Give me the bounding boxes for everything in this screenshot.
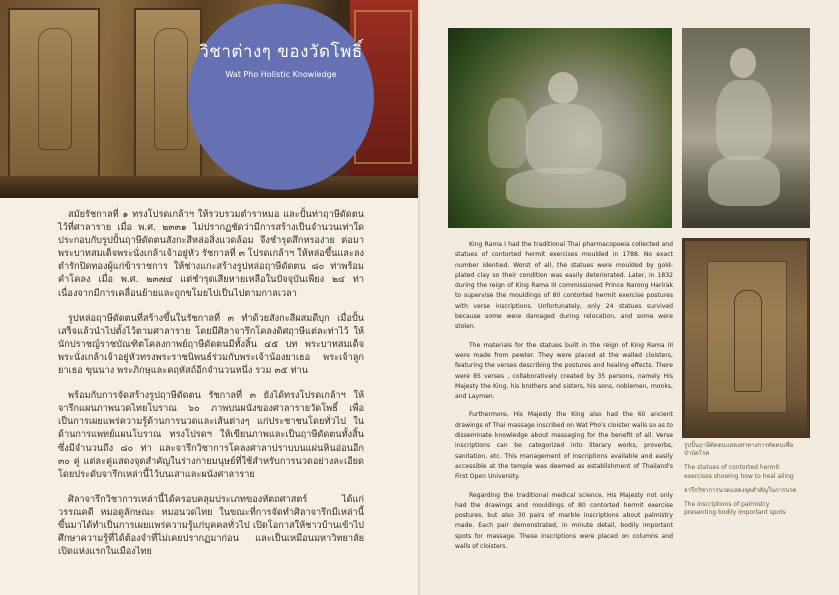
thai-paragraph: ศิลาจารึกวิชาการเหล่านี้ได้ครอบคลุมประเภทของหัตถศาสตร์ ได้แก่ วรรณคดี หมอดูลักษณะ หมอนวดไทย ในขณะที่การจัดทำศิลาจารึกมีเหล่านี้ขึ้นมาได้ทำเป็นการเผยแพร่ความรู้แก่บุคคลทั่วไป เปิดโอกาสให้ชาวบ้านเข้าไปศึกษาความรู้ที่ได้ต้องจำที่ไม่เคยปรากฏมาก่อน และเป็นเหมือนมหาวิทยาลัยเปิดแห่งแรกในเมืองไทย: [58, 493, 364, 558]
thai-paragraph: พร้อมกับการจัดสร้างรูปฤาษีดัดตน รัชกาลที่ ๓ ยังได้ทรงโปรดเกล้าฯ ให้จารึกแผนภาพนวดไทยโบราณ ๖๐ ภาพบนผนังของศาลารายวัดโพธิ์ เพื่อเป็นการเผยแพร่ความรู้ด้านการนวดและเส้นต่างๆ แก่ประชาชนโดยทั่วไป ในด้านการแพทย์แผนโบราณ ทรงโปรดฯ ให้เขียนภาพและเป็นฤาษีดัดตนทั้งสิ้นซึ่งมีจำนวนถึง ๘๐ ท่า และจารึกวิชาการโคลงศาลาปราบบนแผ่นหินอ่อนอีก ๓๐ คู่ แต่ละคู่แสดงจุดสำคัญในร่างกายมนุษย์ที่ใช้สำหรับการนวดอย่างละเอียด โดยประดับจารึกเหล่านี้ไว้บนเสาและผนังศาลาราย: [58, 390, 364, 480]
massage-points-figure: [734, 290, 762, 392]
english-paragraph: Regarding the traditional medical science, His Majesty not only had the drawings and mouldings of 80 contorted hermit exercise postures, but also 30 pairs of marble inscriptions about palmistry made. Each pair demonstrated, in minute detail, bodily important spots for massage. These inscriptions were placed on columns and walls of cloisters.: [455, 491, 673, 551]
title-badge: [188, 4, 374, 190]
thai-paragraph: สมัยรัชกาลที่ ๑ ทรงโปรดเกล้าฯ ให้รวบรวมตำราหมอ และปั้นท่าฤาษีดัดตนไว้ที่ศาลาราย เมื่อ พ.ศ. ๒๓๓๑ ไม่ปรากฏชัดว่ามีการสร้างเป็นจำนวนเท่าใด ประกอบกับรูปปั้นฤาษีดัดตนสังกะสีหล่อสิ่งแวดล้อม จึงชำรุดสึกหรอง่าย ต่อมาพระบาทสมเด็จพระนั่งเกล้าเจ้าอยู่หัว รัชกาลที่ ๓ โปรดเกล้าฯ ให้หล่อขึ้นและลงตำรักปิดทองผู้แก่ข้าราชการ ให้ช่างแกะสร้างรูปหล่อฤาษีดัดตน ๘๐ ท่าพร้อมคำโคลง เมื่อ พ.ศ. ๒๓๗๔ แต่ชำรุดเสียหายเหลือในปัจจุบันเพียง ๒๔ ท่า เนื่องจากมีการเคลื่อนย้ายและถูกขโมยไปเป็นไปตามกาลเวลา: [58, 209, 364, 299]
english-paragraph: Furthermore, His Majesty the King also had the 60 ancient drawings of Thai massage inscribed on Wat Pho's cloister walls so as to disseminate knowledge about massaging for the benefit of all. Verse inscriptions can be categorized into literary works, proverbs, sanitation, etc. This management of inscriptions available and easily accessible at the temple was deemed as establishment of Thailand's First Open University.: [455, 411, 673, 481]
hermit-statue-photo: [682, 28, 810, 228]
thai-paragraph: รูปหล่อฤาษีดัดตนที่สร้างขึ้นในรัชกาลที่ ๓ ทำด้วยสังกะสีผสมดีบุก เมื่อปั้นเสร็จแล้วนำไปตั้งไว้ตามศาลาราย โดยมีศิลาจารึกโคลงดิศฤาษีแต่ละท่าไว้ ให้นักปราชญ์ราชบัณฑิตโคลงกาพย์ฤาษีดัดตนมีทั้งสิ้น ๔๕ บท พระบาทสมเด็จพระนั่งเกล้าเจ้าอยู่หัวทรงพระราชนิพนธ์ร่วมกับพระเจ้าน้องยาเธอ พระเจ้าลูกยาเธอ ขุนนาง พระภิกษุและคฤหัสถ์อีกจำนวนหนึ่ง รวม ๓๕ ท่าน: [58, 312, 364, 377]
mural-panel: [8, 8, 100, 180]
english-body-text: [455, 240, 673, 560]
inscription-plaque-photo: [682, 238, 810, 438]
statue-torso: [526, 104, 602, 174]
caption-english: The inscriptions of palmistry presenting bodily important spots: [684, 501, 786, 517]
statue-head: [730, 48, 756, 78]
statue-legs: [506, 168, 626, 208]
english-paragraph: King Rama I had the traditional Thai pharmacopoeia collected and statues of contorted hermit exercises moulded in 1788. No exact number identied. Worst of all, the statues were moulded by gold-plated clay so their condition was easily deteriorated. Later, in 1832 during the reign of King Rama III commissioned Prince Narong Harirak to supervise the mouldings of 80 contorted hermit exercise postures with verse inscriptions. Unfortunately, only 24 statues survived because some were damaged during relocation, and some were stolen.: [455, 241, 673, 331]
hermit-figure-drawing: [154, 28, 188, 150]
caption-thai: รูปปั้นฤาษีดัดตนแสดงท่าทางการดัดตนเพื่อบำบัดโรค: [684, 442, 794, 458]
statue-legs: [708, 156, 780, 206]
hermit-figure-drawing: [38, 28, 72, 150]
marble-plaque: [707, 261, 787, 413]
statue-background-figure: [488, 98, 528, 168]
english-paragraph: The materials for the statues built in the reign of King Rama III were made from pewter. They were placed at the walled cloisters, featuring the verses describing the postures and healing effects. There were 85 verses , collaboratively created by 35 persons, namely His Majesty the King, his brothers and sisters, his sons, noblemen, monks, and Laymen.: [455, 341, 673, 401]
statue-head: [548, 72, 578, 104]
title-thai: วิชาต่างๆ ของวัดโพธิ์: [199, 42, 363, 62]
thai-body-text: [58, 208, 364, 570]
caption-english: The statues of contorted hermit exercises showing how to heal ailing: [684, 464, 794, 480]
photo-caption: [684, 442, 802, 523]
hermit-statue-photo: [448, 28, 672, 228]
caption-thai: จารึกวิชาการนวดแสดงจุดสำคัญในการนวด: [684, 486, 797, 494]
statue-torso: [716, 80, 772, 160]
title-english: Wat Pho Holistic Knowledge: [225, 70, 337, 79]
wall-ledge: [0, 176, 420, 198]
